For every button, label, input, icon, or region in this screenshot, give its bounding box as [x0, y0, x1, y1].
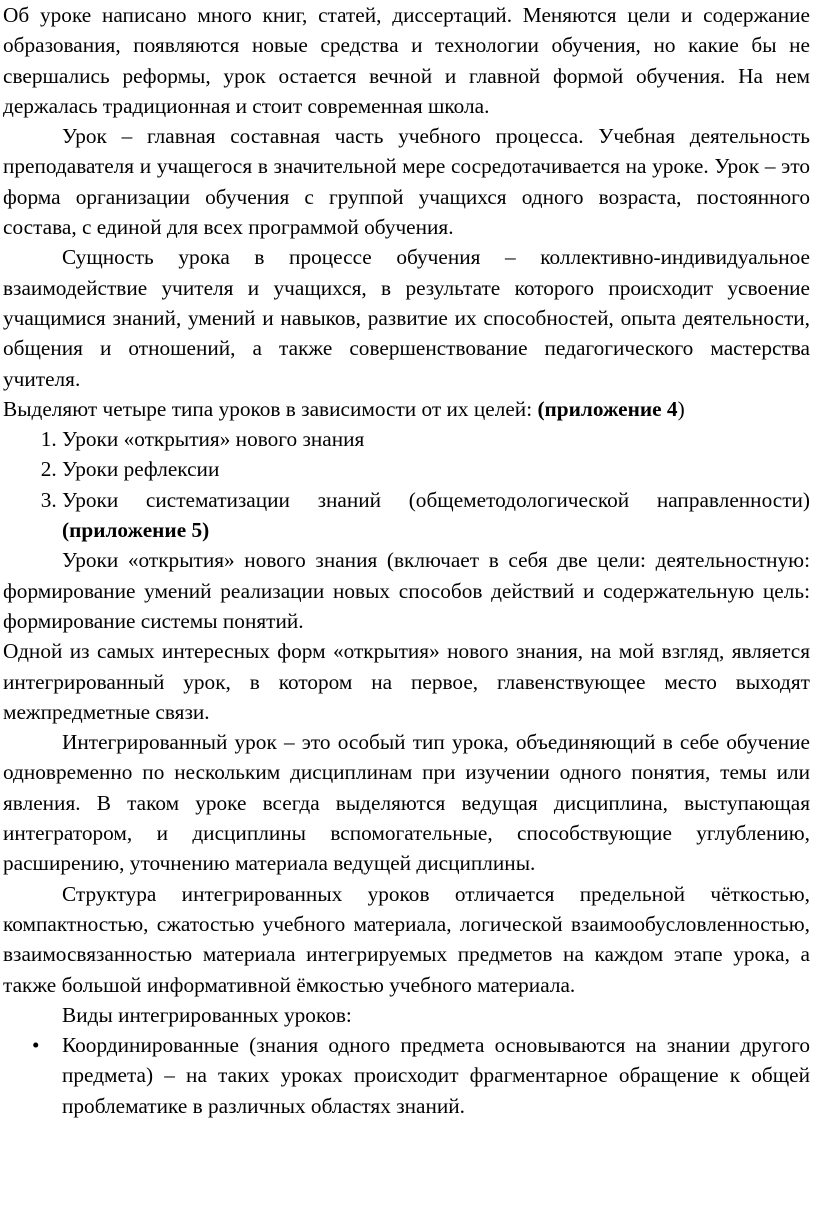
paragraph-intro: Об уроке написано много книг, статей, диссертаций. Меняются цели и содержание образования, появляются новые средства и технологии обучения, но какие бы не свершались реформы, урок остается вечной и главной формой обучения. На нем держалась традиционная и стоит современная школа. — [3, 3, 810, 118]
list-item — [62, 424, 810, 454]
paragraph-integrated-kinds-heading: Виды интегрированных уроков: — [62, 1002, 352, 1027]
paragraph-integrated-intro: Одной из самых интересных форм «открытия» нового знания, на мой взгляд, является интегрированный урок, в котором на первое, главенствующее место выходят межпредметные связи. — [3, 639, 810, 724]
list-item-text: Уроки «открытия» нового знания — [62, 427, 365, 452]
lesson-types-list — [3, 424, 810, 545]
list-item — [62, 454, 810, 484]
paragraph-integrated-structure: Структура интегрированных уроков отличается предельной чёткостью, компактностью, сжатостью учебного материала, логической взаимообусловленностью, взаимосвязанностью материала интегрируемых предметов на каждом этапе урока, а также большой информативной ёмкостью учебного материала. — [3, 881, 810, 997]
list-item — [62, 485, 810, 546]
appendix-4-close: ) — [677, 396, 685, 421]
appendix-5-open: ( — [62, 518, 70, 543]
paragraph-discovery-lesson: Уроки «открытия» нового знания (включает в себя две цели: деятельностную: формирование умений реализации новых способов действий и содержательную цель: формирование системы понятий. — [3, 548, 810, 633]
integrated-types-list — [3, 1030, 810, 1121]
list-item-text: Уроки систематизации знаний (общеметодологической направленности) — [62, 487, 810, 512]
list-item-text: Координированные (знания одного предмета основываются на знании другого предмета) – на таких уроках происходит фрагментарное обращение к общей проблематике в различных областях знаний. — [62, 1033, 810, 1118]
lesson-types-intro-text: Выделяют четыре типа уроков в зависимости от их целей: — [3, 396, 538, 421]
appendix-5-close: ) — [202, 518, 210, 543]
bullet-icon: • — [32, 1033, 40, 1058]
appendix-4-open: ( — [537, 396, 545, 421]
paragraph-lesson-essence: Сущность урока в процессе обучения – коллективно-индивидуальное взаимодействие учителя и учащихся, в результате которого происходит усвоение учащимися знаний, умений и навыков, развитие их способностей, опыта деятельности, общения и отношений, а также совершенствование педагогического мастерства учителя. — [3, 245, 810, 391]
paragraph-lesson-types-intro — [3, 394, 810, 424]
list-item — [3, 1030, 810, 1121]
appendix-5-reference: приложение 5 — [69, 518, 203, 543]
list-item-text: Уроки рефлексии — [62, 457, 220, 482]
paragraph-integrated-definition: Интегрированный урок – это особый тип урока, объединяющий в себе обучение одновременно по нескольким дисциплинам при изучении одного понятия, темы или явления. В таком уроке всегда выделяются ведущая дисциплина, выступающая интегратором, и дисциплины вспомогательные, способствующие углублению, расширению, уточнению материала ведущей дисциплины. — [3, 730, 810, 876]
appendix-4-reference: приложение 4 — [544, 396, 678, 421]
paragraph-lesson-definition: Урок – главная составная часть учебного процесса. Учебная деятельность преподавателя и учащегося в значительной мере сосредотачивается на уроке. Урок – это форма организации обучения с группой учащихся одного возраста, постоянного состава, с единой для всех программой обучения. — [3, 124, 810, 240]
